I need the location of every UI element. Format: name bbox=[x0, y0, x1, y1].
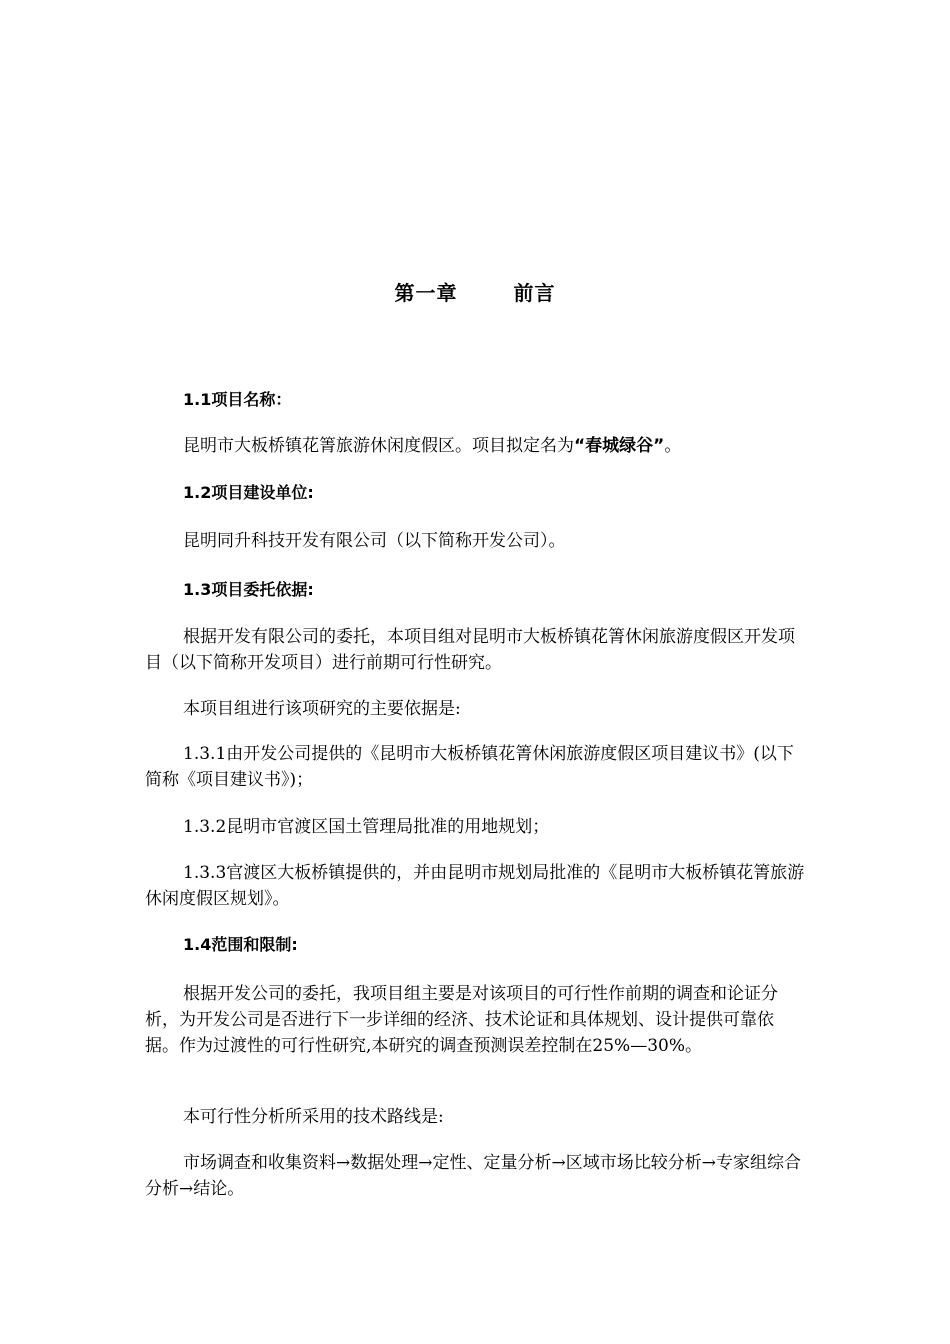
construction-unit-paragraph: 昆明同升科技开发有限公司（以下简称开发公司）。 bbox=[183, 531, 566, 551]
basis-item-2: 1.3.2昆明市官渡区国土管理局批准的用地规划； bbox=[183, 817, 550, 837]
tech-route-paragraph: 市场调查和收集资料→数据处理→定性、定量分析→区域市场比较分析→专家组综合分析→结论。 bbox=[145, 1153, 801, 1199]
section-heading-1-3: 1.3项目委托依据: bbox=[183, 580, 314, 599]
chapter-title bbox=[0, 279, 950, 307]
basis-item-1: 1.3.1由开发公司提供的《昆明市大板桥镇花箐休闲旅游度假区项目建议书》(以下简称《项目建议书》)； bbox=[145, 744, 794, 790]
basis-item-3: 1.3.3官渡区大板桥镇提供的，并由昆明市规划局批准的《昆明市大板桥镇花箐旅游休闲度假区规划》。 bbox=[145, 863, 805, 909]
chapter-number: 第一章 bbox=[394, 281, 458, 305]
section-heading-1-4: 1.4范围和限制: bbox=[183, 935, 298, 954]
scope-paragraph: 根据开发公司的委托，我项目组主要是对该项目的可行性作前期的调查和论证分析，为开发公司是否进行下一步详细的经济、技术论证和具体规划、设计提供可靠依据。作为过渡性的可行性研究,本研究的调查预测误差控制在25%—30%。 bbox=[145, 984, 778, 1056]
tech-route-intro-paragraph: 本可行性分析所采用的技术路线是: bbox=[183, 1107, 444, 1127]
section-heading-1-2: 1.2项目建设单位: bbox=[183, 483, 314, 502]
chapter-name: 前言 bbox=[513, 281, 556, 305]
basis-intro-paragraph: 本项目组进行该项研究的主要依据是: bbox=[183, 699, 461, 719]
project-name-end: 。 bbox=[664, 436, 682, 456]
project-name-text: 昆明市大板桥镇花箐旅游休闲度假区。项目拟定名为 bbox=[183, 436, 574, 456]
project-name-paragraph bbox=[145, 433, 807, 459]
commission-paragraph: 根据开发有限公司的委托，本项目组对昆明市大板桥镇花箐休闲旅游度假区开发项目（以下简称开发项目）进行前期可行性研究。 bbox=[145, 627, 795, 673]
section-heading-1-1: 1.1项目名称： bbox=[183, 390, 292, 409]
project-brand-name: “春城绿谷” bbox=[574, 436, 665, 456]
